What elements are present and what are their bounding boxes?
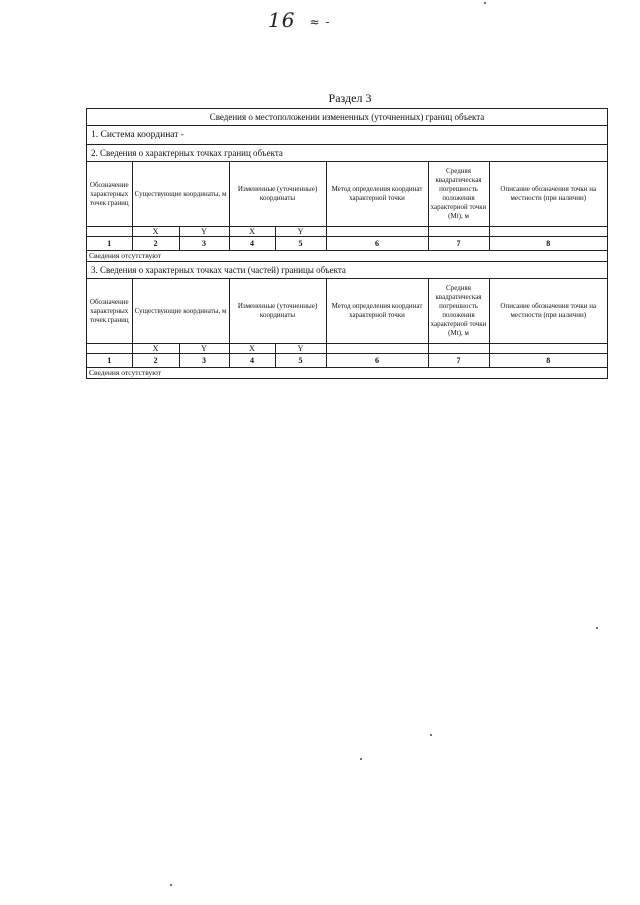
xy-empty-cell xyxy=(87,344,132,354)
scan-speck xyxy=(484,2,486,4)
boundary-points-table xyxy=(87,162,607,251)
header-method: Метод определения координат характерной точки xyxy=(326,279,428,344)
table-header-row xyxy=(87,162,607,227)
x-label: X xyxy=(132,344,179,354)
column-number: 5 xyxy=(275,354,326,368)
column-number: 4 xyxy=(229,354,275,368)
header-designation: Обозначение характерных точек границ xyxy=(87,279,132,344)
column-number-row xyxy=(87,354,607,368)
column-number: 2 xyxy=(132,354,179,368)
column-number: 8 xyxy=(489,237,607,251)
handwritten-page-number: 16 ≈ - xyxy=(268,8,331,32)
column-number: 7 xyxy=(428,354,489,368)
xy-empty-cell xyxy=(428,344,489,354)
header-designation: Обозначение характерных точек границ xyxy=(87,162,132,227)
part-points-section-title: 3. Сведения о характерных точках части (частей) границы объекта xyxy=(87,262,607,279)
header-changed-coords: Измененные (уточненные) координаты xyxy=(229,279,326,344)
header-existing-coords: Существующие координаты, м xyxy=(132,279,229,344)
column-number: 1 xyxy=(87,237,132,251)
table-header-row xyxy=(87,279,607,344)
column-number-row xyxy=(87,237,607,251)
xy-empty-cell xyxy=(489,227,607,237)
header-method: Метод определения координат характерной точки xyxy=(326,162,428,227)
section-title: Раздел 3 xyxy=(328,91,372,105)
points-section-title: 2. Сведения о характерных точках границ объекта xyxy=(87,145,607,162)
xy-empty-cell xyxy=(489,344,607,354)
header-accuracy: Средняя квадратическая погрешность положения характерной точки (Mt), м xyxy=(428,162,489,227)
column-number: 5 xyxy=(275,237,326,251)
x-label: X xyxy=(132,227,179,237)
column-number: 1 xyxy=(87,354,132,368)
xy-subheader-row xyxy=(87,344,607,354)
header-accuracy: Средняя квадратическая погрешность положения характерной точки (Mt), м xyxy=(428,279,489,344)
xy-empty-cell xyxy=(326,227,428,237)
header-description: Описание обозначения точки на местности (при наличии) xyxy=(489,162,607,227)
header-existing-coords: Существующие координаты, м xyxy=(132,162,229,227)
xy-subheader-row xyxy=(87,227,607,237)
xy-empty-cell xyxy=(428,227,489,237)
xy-empty-cell xyxy=(326,344,428,354)
y-label: Y xyxy=(275,227,326,237)
part-boundary-points-table xyxy=(87,279,607,368)
header-description: Описание обозначения точки на местности (при наличии) xyxy=(489,279,607,344)
column-number: 4 xyxy=(229,237,275,251)
column-number: 3 xyxy=(179,354,229,368)
scan-speck xyxy=(596,627,598,629)
column-number: 2 xyxy=(132,237,179,251)
y-label: Y xyxy=(179,227,229,237)
x-label: X xyxy=(229,344,275,354)
column-number: 7 xyxy=(428,237,489,251)
column-number: 3 xyxy=(179,237,229,251)
scan-speck xyxy=(430,734,432,736)
column-number: 6 xyxy=(326,237,428,251)
boundary-document-table xyxy=(86,108,608,379)
document-title: Сведения о местоположении измененных (уточненных) границ объекта xyxy=(87,109,607,126)
scan-speck xyxy=(170,884,172,886)
xy-empty-cell xyxy=(87,227,132,237)
x-label: X xyxy=(229,227,275,237)
header-changed-coords: Измененные (уточненные) координаты xyxy=(229,162,326,227)
column-number: 8 xyxy=(489,354,607,368)
y-label: Y xyxy=(179,344,229,354)
no-data-note: Сведения отсутствуют xyxy=(87,251,607,262)
scan-speck xyxy=(360,758,362,760)
coordinate-system-row: 1. Система координат - xyxy=(87,126,607,145)
y-label: Y xyxy=(275,344,326,354)
column-number: 6 xyxy=(326,354,428,368)
no-data-note: Сведения отсутствуют xyxy=(87,368,607,379)
